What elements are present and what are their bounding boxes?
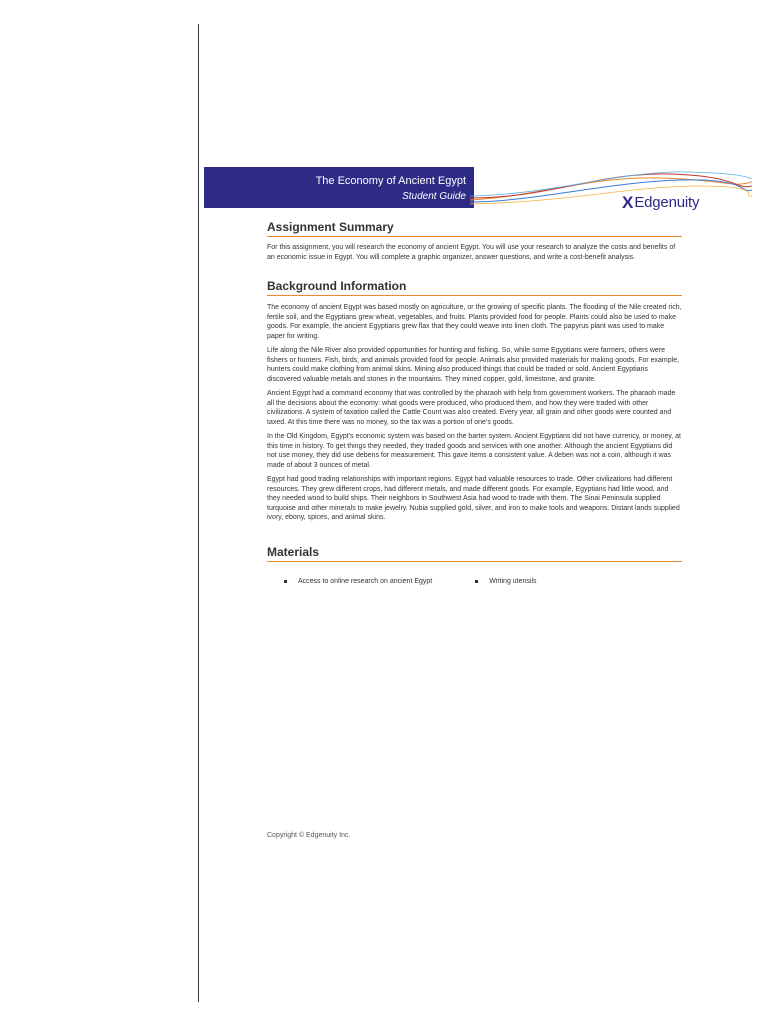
header-banner bbox=[204, 167, 474, 208]
page-edge-line bbox=[198, 24, 199, 1002]
assignment-summary-heading: Assignment Summary bbox=[267, 220, 682, 237]
decorative-swoosh bbox=[470, 168, 752, 210]
assignment-summary-text: For this assignment, you will research the economy of ancient Egypt. You will use your research to analyze the costs and benefits of an economic issue in Egypt. You will complete a graphic organizer, answer questions, and write a cost-benefit analysis. bbox=[267, 244, 676, 261]
background-paragraph: The economy of ancient Egypt was based mostly on agriculture, or the growing of specific plants. The flooding of the Nile created rich, fertile soil, and the Egyptians grew wheat, vegetables, and fruits. Plants provided food for people. Plants could also be used to make goods. For example, the ancient Egyptians grew flax that they could weave into linen cloth. The papyrus plant was used to make paper for writing. bbox=[267, 304, 682, 340]
background-paragraph: Egypt had good trading relationships with important regions. Egypt had valuable resources to trade. Other civilizations had different resources. They grew different crops, had different metals, and made different goods. For example, Egyptians had little wood, and they needed wood to build ships. Their neighbors in Southwest Asia had wood to trade with them. The Sinai Peninsula supplied turquoise and other minerals to make jewelry. Nubia supplied gold, silver, and iron to make tools and weapons. Distant lands supplied ivory, ebony, spices, and animal skins. bbox=[267, 476, 680, 521]
material-label: Writing utensils bbox=[489, 577, 537, 585]
background-information-heading: Background Information bbox=[267, 279, 682, 296]
background-paragraph: In the Old Kingdom, Egypt’s economic system was based on the barter system. Ancient Egyptians did not have currency, or money, at this time in history. To get things they needed, they traded goods and services with one another. Although the ancient Egyptians did not use money, they did use debens for measurement. This gave items a consistent value. A deben was not a coin, although it was made of about 3 ounces of metal. bbox=[267, 433, 681, 469]
bullet-icon bbox=[284, 580, 287, 583]
copyright-notice: Copyright © Edgenuity Inc. bbox=[267, 832, 351, 839]
logo-x-icon: X bbox=[622, 192, 634, 212]
logo-wordmark: Edgenuity bbox=[634, 193, 700, 211]
background-section bbox=[267, 303, 682, 523]
material-label: Access to online research on ancient Egypt bbox=[298, 577, 433, 585]
materials-heading: Materials bbox=[267, 545, 682, 562]
list-item bbox=[267, 577, 475, 587]
edgenuity-logo bbox=[622, 193, 699, 211]
document-subtitle: Student Guide bbox=[402, 191, 466, 202]
background-paragraph: Life along the Nile River also provided opportunities for hunting and fishing. So, while some Egyptians were farmers, others were fishers or hunters. Fish, birds, and animals provided food for people. Animals also provided materials for making goods. For example, hunters could make clothing from animal skins. Mining also produced things that could be traded or sold. Ancient Egyptians discovered valuable metals and stones in the mountains. They mined copper, gold, limestone, and granite. bbox=[267, 347, 680, 383]
document-body bbox=[267, 220, 682, 586]
document-title: The Economy of Ancient Egypt bbox=[315, 175, 466, 187]
materials-list bbox=[267, 577, 682, 587]
list-item bbox=[475, 577, 682, 587]
bullet-icon bbox=[475, 580, 478, 583]
background-paragraph: Ancient Egypt had a command economy that was controlled by the pharaoh with help from government workers. The pharaoh made all the decisions about the economy: what goods were produced, who produced them, and how they were traded with other civilizations. A system of taxation called the Cattle Count was also created. Every year, all grain and other goods were counted and taxed. At this time there was no money, so the tax was a portion of one’s goods. bbox=[267, 390, 676, 426]
